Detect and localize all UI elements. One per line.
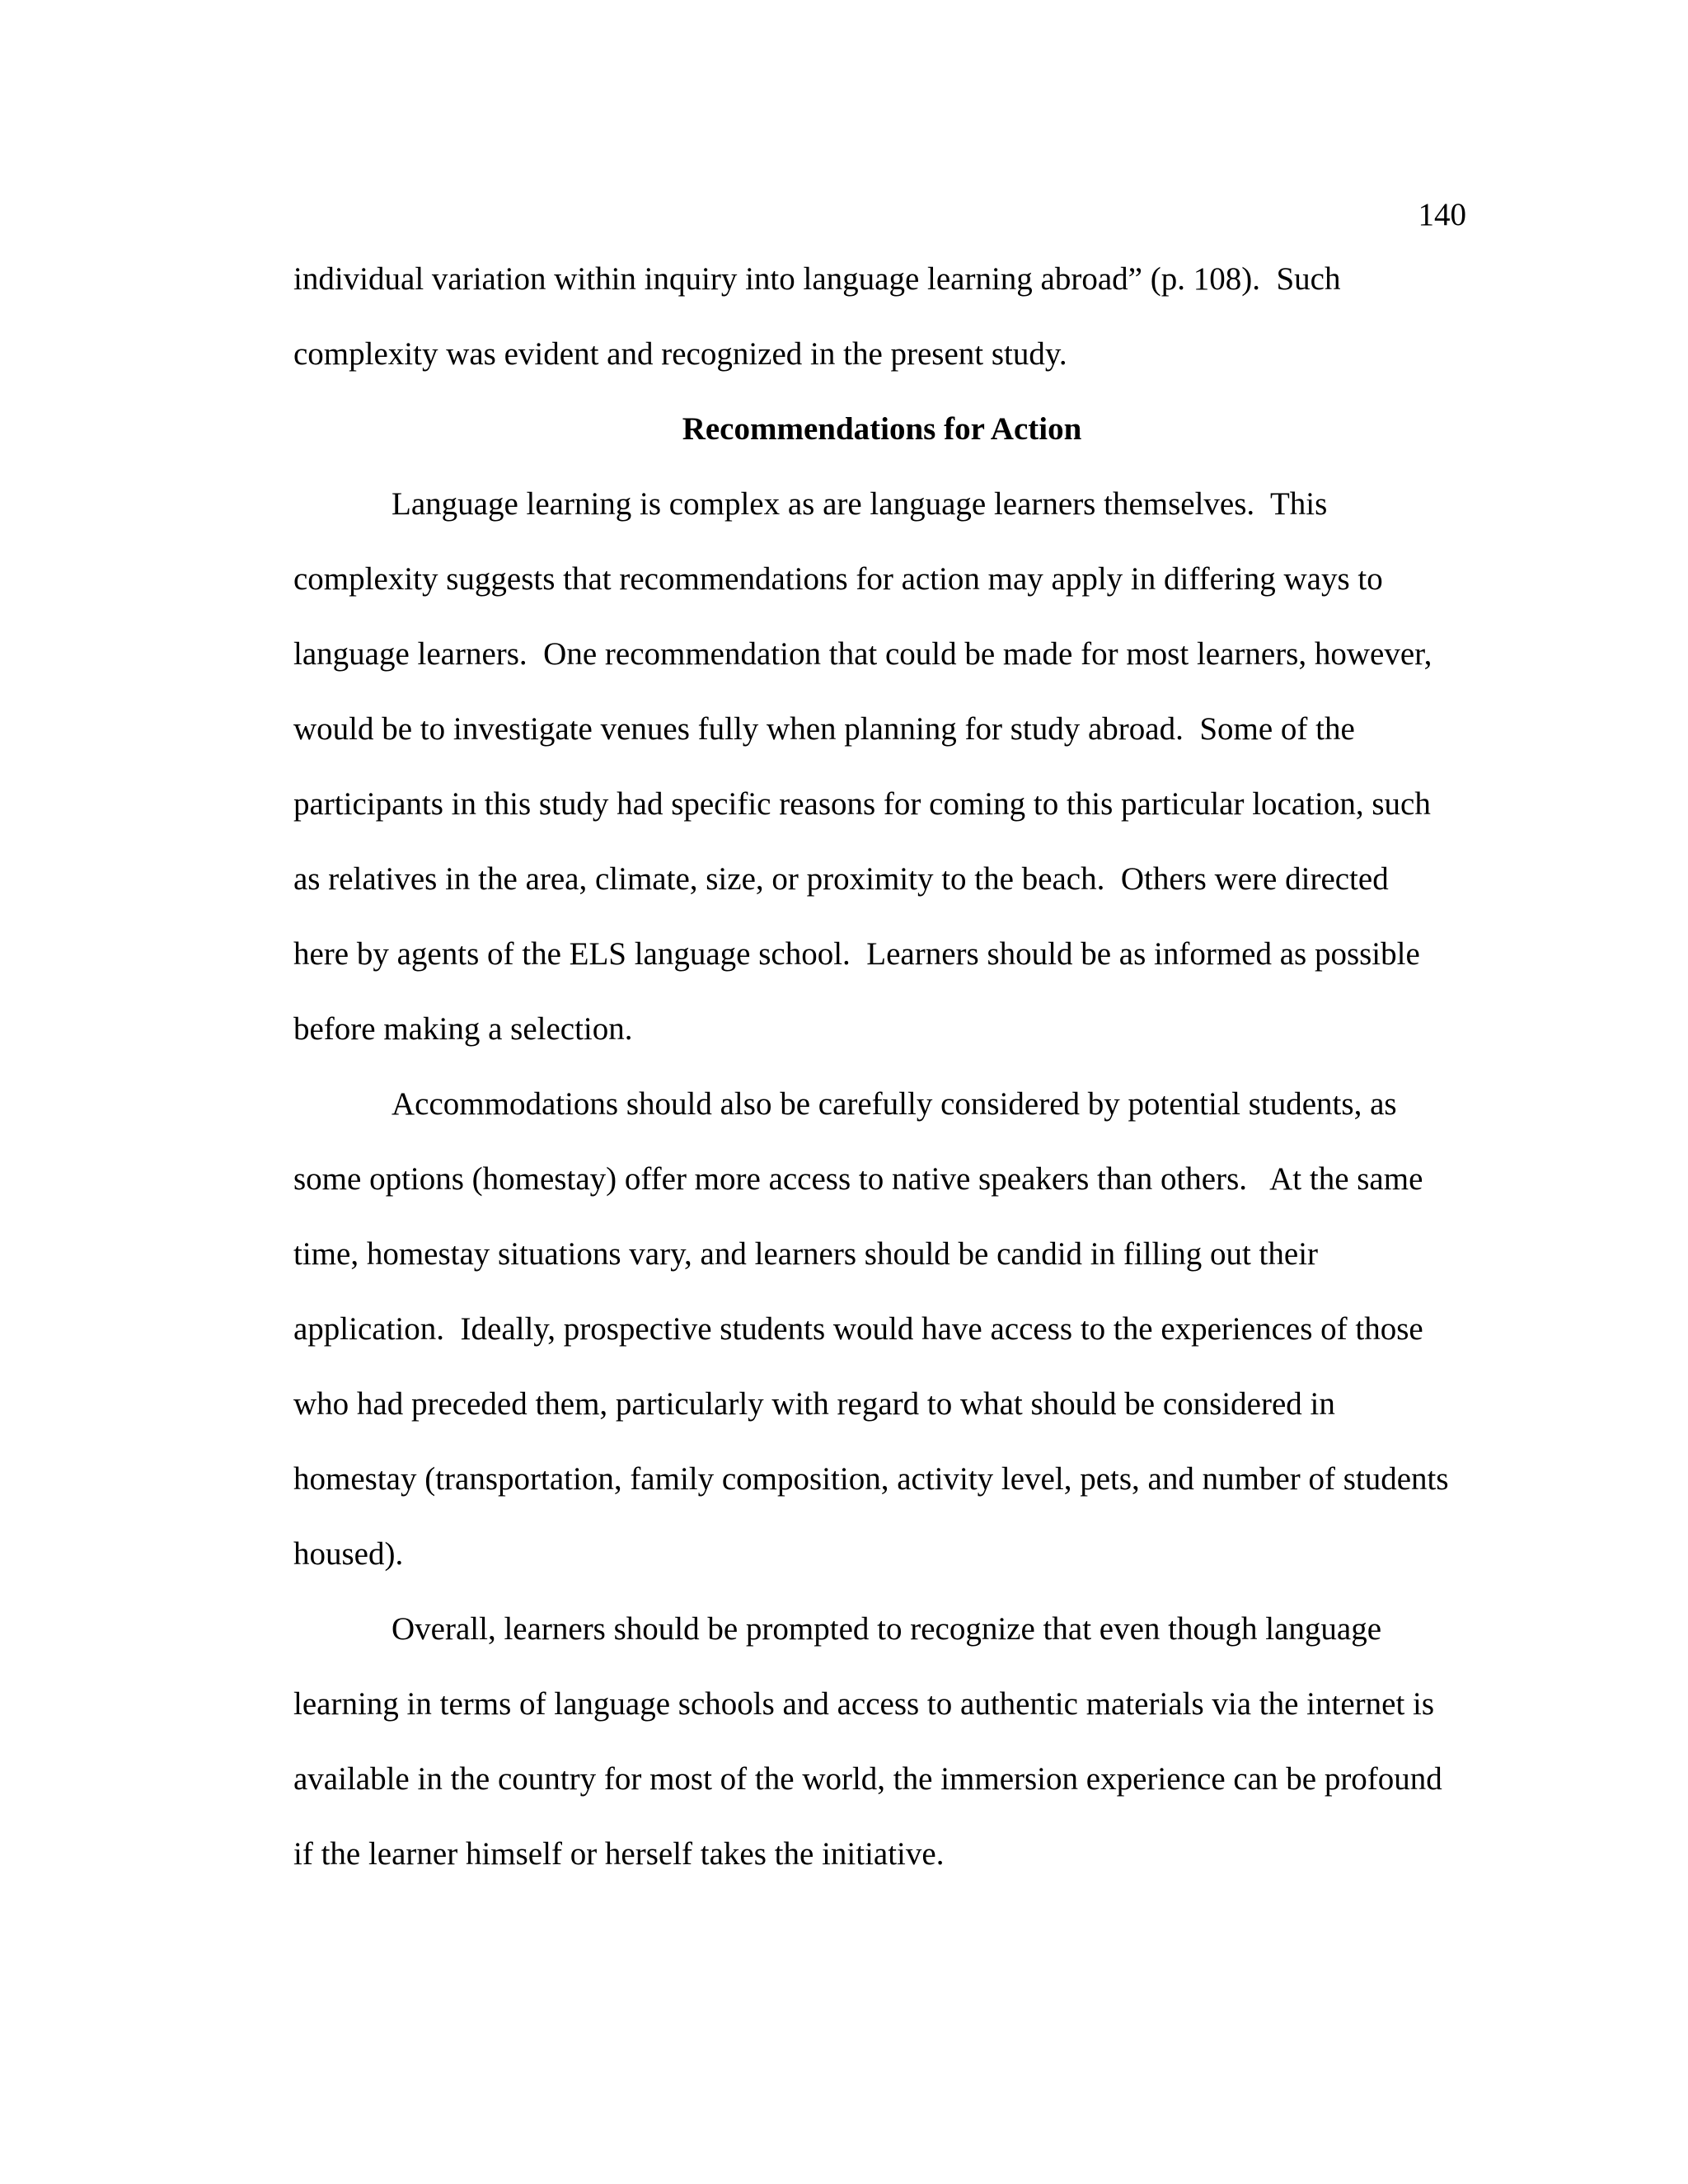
text-line: before making a selection. [293,1011,633,1047]
text-line: learning in terms of language schools and access to authentic materials via the internet is [293,1686,1435,1722]
text-line: some options (homestay) offer more access to native speakers than others. At the same [293,1161,1423,1197]
text-line: would be to investigate venues fully when planning for study abroad. Some of the [293,711,1355,747]
text-line: participants in this study had specific reasons for coming to this particular location, such [293,786,1431,822]
text-line: if the learner himself or herself takes the initiative. [293,1836,945,1872]
text-line: available in the country for most of the world, the immersion experience can be profound [293,1761,1442,1797]
text-line: complexity suggests that recommendations for action may apply in differing ways to [293,561,1383,597]
text-line: as relatives in the area, climate, size, or proximity to the beach. Others were directed [293,861,1389,897]
text-line: Overall, learners should be prompted to recognize that even though language [392,1611,1382,1647]
text-line: language learners. One recommendation that could be made for most learners, however, [293,636,1432,672]
text-line: who had preceded them, particularly with regard to what should be considered in [293,1386,1335,1422]
text-line: here by agents of the ELS language school. Learners should be as informed as possible [293,936,1420,972]
text-line: application. Ideally, prospective students would have access to the experiences of those [293,1311,1423,1347]
text-line: homestay (transportation, family composition, activity level, pets, and number of students [293,1461,1449,1497]
text-line: housed). [293,1536,404,1572]
text-line: individual variation within inquiry into language learning abroad” (p. 108). Such [293,261,1341,297]
text-line: complexity was evident and recognized in the present study. [293,336,1067,372]
text-line: Accommodations should also be carefully considered by potential students, as [392,1086,1397,1122]
text-line: time, homestay situations vary, and learners should be candid in filling out their [293,1236,1319,1272]
section-heading: Recommendations for Action [682,411,1082,447]
page-number: 140 [1418,197,1466,232]
text-line: Language learning is complex as are language learners themselves. This [392,486,1328,522]
